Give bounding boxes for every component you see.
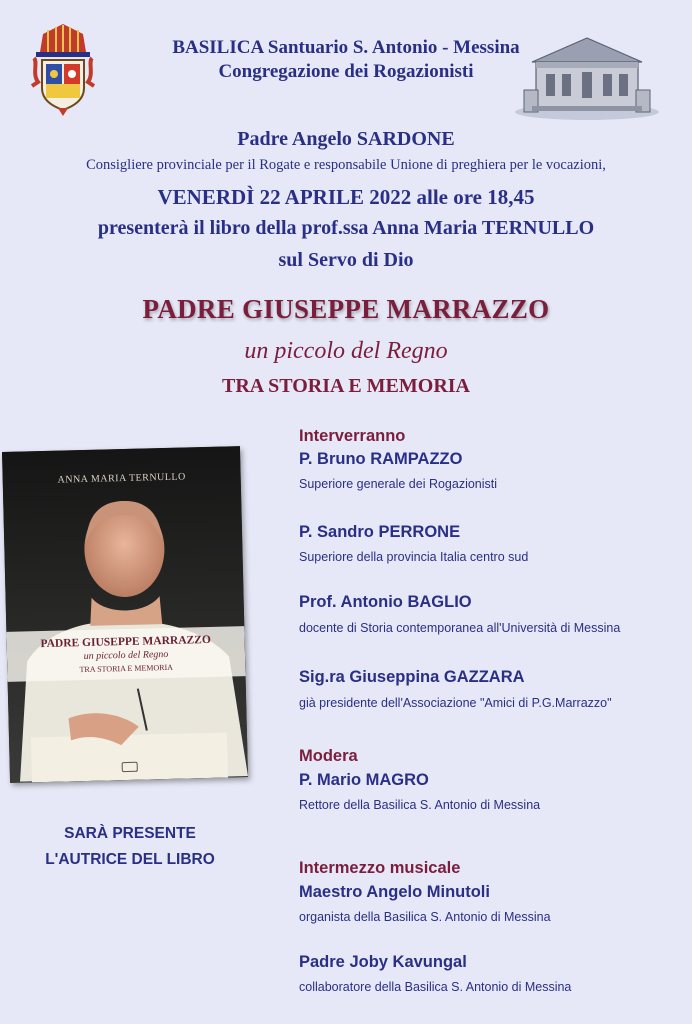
book-subject: sul Servo di Dio xyxy=(278,249,414,271)
speaker-name: Maestro Angelo Minutoli xyxy=(299,883,490,901)
book-title: PADRE GIUSEPPE MARRAZZO xyxy=(142,294,550,324)
book-tagline: TRA STORIA E MEMORIA xyxy=(221,375,470,397)
cover-author: ANNA MARIA TERNULLO xyxy=(57,471,186,486)
speaker-role: organista della Basilica S. Antonio di Messina xyxy=(299,910,551,924)
cover-subtitle: un piccolo del Regno xyxy=(83,648,169,663)
speaker-role: docente di Storia contemporanea all'Università di Messina xyxy=(299,621,621,635)
header-congregation: Congregazione dei Rogazionisti xyxy=(218,61,474,82)
speaker-role: già presidente dell'Associazione "Amici di P.G.Marrazzo" xyxy=(299,696,612,710)
speaker-role: Superiore della provincia Italia centro sud xyxy=(299,550,529,564)
speaker-role: collaboratore della Basilica S. Antonio di Messina xyxy=(299,980,572,994)
cover-tagline: TRA STORIA E MEMORIA xyxy=(79,662,174,675)
header-basilica: BASILICA Santuario S. Antonio - Messina xyxy=(172,37,520,58)
speaker-name: Prof. Antonio BAGLIO xyxy=(299,593,472,611)
speaker-name: Sig.ra Giuseppina GAZZARA xyxy=(299,668,525,686)
speaker-name: P. Bruno RAMPAZZO xyxy=(299,450,463,468)
author-present-note xyxy=(30,821,230,873)
book-subtitle: un piccolo del Regno xyxy=(244,338,448,364)
speaker-name: P. Sandro PERRONE xyxy=(299,523,461,541)
publisher-logo-icon xyxy=(122,762,138,772)
speaker-role: Superiore generale dei Rogazionisti xyxy=(299,477,498,491)
cover-title: PADRE GIUSEPPE MARRAZZO xyxy=(40,633,211,651)
author-note-line1: SARÀ PRESENTE xyxy=(64,825,196,842)
speaker-role: Rettore della Basilica S. Antonio di Messina xyxy=(299,798,541,812)
book-presentation: presenterà il libro della prof.ssa Anna Maria TERNULLO xyxy=(97,217,595,239)
speaker-name: Padre Joby Kavungal xyxy=(299,953,467,971)
music-heading: Intermezzo musicale xyxy=(299,859,461,877)
moderator-heading: Modera xyxy=(299,747,358,765)
event-date: VENERDÌ 22 APRILE 2022 alle ore 18,45 xyxy=(157,185,535,209)
speaker-name: P. Mario MAGRO xyxy=(299,771,429,789)
presenter-role: Consigliere provinciale per il Rogate e responsabile Unione di preghiera per le vocazioni, xyxy=(86,157,606,173)
speakers-heading: Interverranno xyxy=(299,427,406,445)
author-note-line2: L'AUTRICE DEL LIBRO xyxy=(45,851,215,868)
presenter-name: Padre Angelo SARDONE xyxy=(237,128,455,150)
book-cover-photo xyxy=(2,446,248,783)
book-cover-image xyxy=(2,446,248,783)
